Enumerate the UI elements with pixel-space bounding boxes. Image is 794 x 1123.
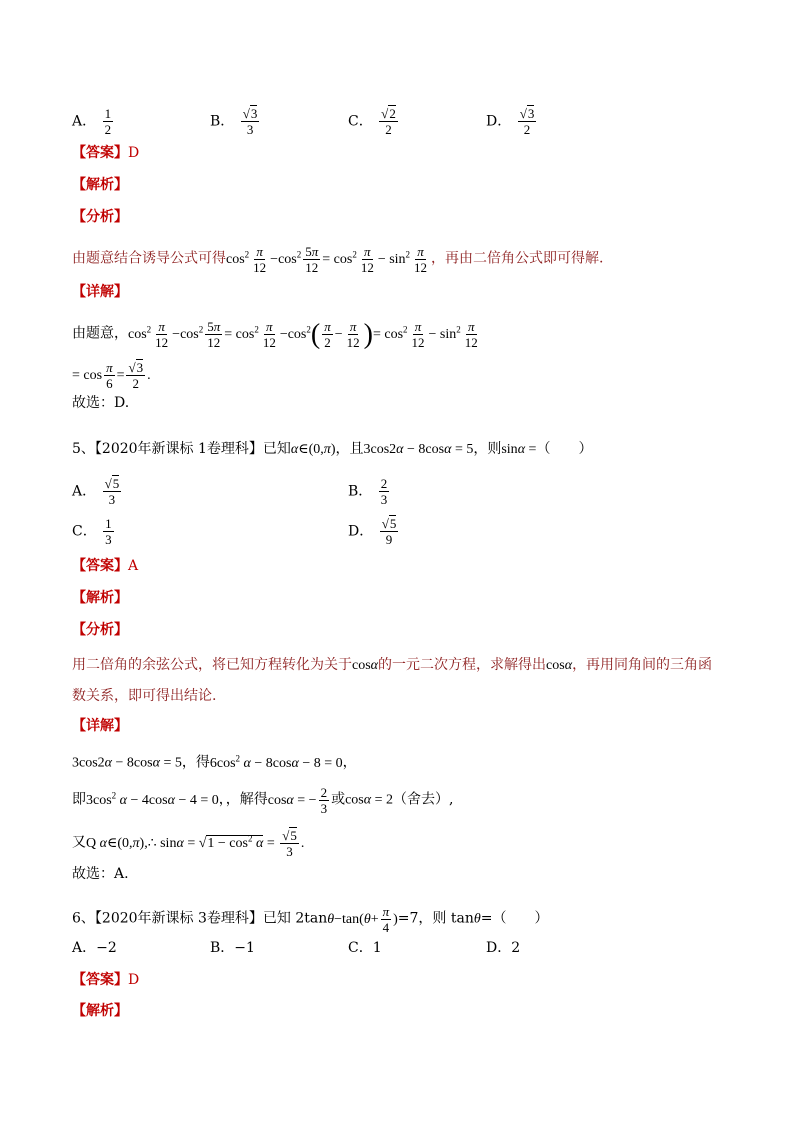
formula: sinα = [501, 442, 537, 457]
analysis-tag: 【解析】 [72, 590, 128, 606]
choice-letter: C． [348, 940, 373, 956]
formula: cosα [352, 658, 379, 673]
radicand: 2 [389, 106, 396, 121]
formula: cosα [546, 658, 573, 673]
fenxi-text: 用二倍角的余弦公式，将已知方程转化为关于 [72, 657, 352, 673]
answer-tag: 【答案】 [72, 145, 128, 161]
q4-detail-line2 [72, 360, 151, 391]
choice-letter: D． [486, 940, 512, 956]
q4-analysis-tag [72, 175, 128, 195]
q5-analysis-tag [72, 588, 128, 608]
choice-letter: A． [72, 483, 97, 500]
fraction [241, 106, 260, 137]
choice-value: 2 [511, 940, 521, 956]
fenxi-text-pre: 由题意结合诱导公式可得 [72, 250, 226, 267]
q4-detail-tag [72, 282, 128, 302]
formula: $3\cos^2$ α − 4cosα − 4 = 0 [86, 790, 219, 808]
numerator: √5 [104, 476, 120, 491]
fenxi-text: ，再用同角间的三角函 [572, 657, 713, 673]
denominator: 3 [105, 532, 112, 547]
answer-value: D [128, 145, 140, 161]
q5-choice-d [348, 516, 400, 547]
fenxi-tag: 【分析】 [72, 622, 128, 638]
q5-choice-a [72, 476, 123, 507]
q6-answer-line [72, 970, 139, 990]
detail-tag: 【详解】 [72, 718, 128, 734]
q5-fenxi-line1 [72, 655, 712, 676]
q6-choice-b [210, 938, 255, 958]
formula: Q α∈(0,π),∴ $\sin\alpha = √1 - \cos^2 \alpha$ = $\frac{√5}{3}$ . [86, 828, 305, 859]
analysis-tag: 【解析】 [72, 177, 128, 193]
answer-value: A [128, 558, 139, 574]
answer-blank: =（ ） [480, 910, 549, 927]
fenxi-text: 数关系，即可得出结论. [72, 688, 217, 704]
q5-fenxi-tag [72, 620, 128, 640]
fraction [103, 476, 122, 507]
q4-conclusion [72, 393, 129, 413]
numerator: 1 [105, 516, 112, 531]
fraction [518, 106, 537, 137]
q5-choice-b [348, 476, 391, 507]
q5-header [72, 439, 592, 460]
detail-text: 即 [72, 791, 86, 808]
choice-letter: C． [72, 523, 97, 540]
choice-letter: C． [348, 113, 373, 130]
fraction [103, 106, 114, 137]
denominator: 3 [380, 492, 388, 507]
formula: $\cos^2$ $\frac{\pi}{12}$ $-\cos^2$ $\frac{5\pi}{12}$ = $\cos^2$ $\frac{\pi}{12}$ − $\sin^2$ $\frac{\pi}{12}$ [226, 244, 428, 275]
radicand: 3 [527, 106, 535, 121]
numerator: 2 [380, 476, 388, 491]
q6-header [72, 904, 549, 935]
formula: 3cos2α − 8cosα = 5 [363, 442, 474, 457]
q5-choice-c [72, 516, 116, 547]
numerator: √3 [519, 106, 535, 121]
numerator: √5 [381, 516, 397, 531]
formula: $\cos^2$ $\frac{\pi}{12}$ $-\cos^2$ $\frac{5\pi}{12}$ = $\cos^2$ $\frac{\pi}{12}$ $-\cos^2$( $\frac{\pi}{2}$ − $\frac{\pi}{12}$ )= $\cos^2$ $\frac{\pi}{12}$ − $\sin^2$ $\frac{\pi}{12}$ [128, 318, 478, 350]
q4-choice-a [72, 106, 115, 137]
conclusion-text: 故选：A. [72, 866, 129, 882]
detail-text: ，解得 [225, 791, 268, 808]
answer-blank: （ ） [536, 441, 593, 457]
formula: cosα = − $\frac{2}{3}$ [267, 785, 328, 816]
q4-detail-line1 [72, 319, 482, 350]
choice-letter: B． [348, 483, 373, 500]
q5-conclusion [72, 864, 129, 884]
q5-detail-line1: 3cos2α − 8cosα = 5，得$6\cos^2$ α − 8cosα − 8 = 0， [72, 753, 357, 771]
numerator: √2 [381, 106, 396, 121]
analysis-tag: 【解析】 [72, 1003, 128, 1019]
q6-choice-d [486, 938, 520, 958]
detail-text: （舍去）, [393, 791, 454, 808]
choice-value: −1 [234, 940, 255, 956]
choice-value: 1 [372, 940, 382, 956]
denominator: 2 [385, 122, 392, 137]
answer-tag: 【答案】 [72, 558, 128, 574]
q5-detail-tag [72, 716, 128, 736]
q5-detail-line2: 即$3\cos^2$ α − 4cosα − 4 = 0，，解得cosα = − $\frac{2}{3}$ 或cosα = 2（舍去）, [72, 785, 454, 816]
choice-value: −2 [96, 940, 117, 956]
detail-text: ，得 [181, 754, 210, 771]
q4-choice-b [210, 106, 261, 137]
detail-text: 或 [331, 791, 346, 808]
header-end: ，则 [473, 441, 502, 457]
q5-answer-line [72, 556, 138, 576]
fraction [380, 516, 399, 547]
fraction [379, 476, 390, 507]
q4-answer-line [72, 143, 139, 163]
fenxi-text-post: ，再由二倍角公式即可得解. [431, 250, 604, 267]
q5-detail-line3 [72, 828, 304, 859]
question-header: 6、【2020年新课标 3卷理科】已知 2tan [72, 910, 328, 927]
choice-letter: A． [72, 113, 97, 130]
q4-fenxi-text [72, 244, 604, 275]
q6-choice-c [348, 938, 382, 958]
denominator: 2 [104, 122, 112, 137]
q6-choice-a [72, 938, 117, 958]
formula: 3cos2α − 8cosα = 5 [72, 755, 182, 771]
radicand: 5 [389, 516, 397, 531]
numerator: 1 [104, 106, 112, 121]
header-tail: =7，则 tan [397, 910, 474, 927]
choice-letter: D． [348, 523, 374, 540]
denominator: 3 [246, 122, 254, 137]
detail-pre: 由题意， [72, 325, 128, 342]
choice-letter: D． [486, 113, 512, 130]
formula: α∈(0,π) [290, 442, 336, 457]
radicand: 3 [250, 106, 258, 121]
choice-letter: B． [210, 940, 235, 956]
q6-analysis-tag [72, 1001, 128, 1021]
q4-choice-d [486, 106, 538, 137]
detail-text: 又 [72, 834, 86, 851]
numerator: √3 [242, 106, 258, 121]
answer-tag: 【答案】 [72, 972, 128, 988]
denominator: 3 [108, 492, 116, 507]
denominator: 2 [523, 122, 531, 137]
detail-tag: 【详解】 [72, 284, 128, 300]
choice-letter: A． [72, 940, 97, 956]
fraction [379, 106, 398, 137]
conclusion-text: 故选：D. [72, 395, 130, 411]
radicand: 5 [112, 476, 120, 491]
q4-choice-c [348, 106, 400, 137]
denominator: 9 [385, 532, 393, 547]
formula: θ−tan(θ+ $\frac{\pi}{4}$ ) [327, 904, 398, 935]
header-mid: ，且 [335, 441, 364, 457]
q4-fenxi-tag [72, 207, 128, 227]
question-header: 5、【2020年新课标 1卷理科】已知 [72, 441, 291, 457]
answer-value: D [128, 972, 140, 988]
formula: cosα = 2 [345, 792, 394, 808]
choice-letter: B． [210, 113, 235, 130]
formula: $6\cos^2$ α − 8cosα − 8 = 0 [209, 753, 343, 771]
fenxi-tag: 【分析】 [72, 209, 128, 225]
formula: = cos $\frac{\pi}{6}$ = $\frac{√3}{2}$ . [72, 360, 151, 391]
fraction [103, 516, 114, 547]
fenxi-text: 的一元二次方程，求解得出 [378, 657, 547, 673]
q5-fenxi-line2 [72, 686, 216, 706]
formula: θ [473, 911, 481, 927]
